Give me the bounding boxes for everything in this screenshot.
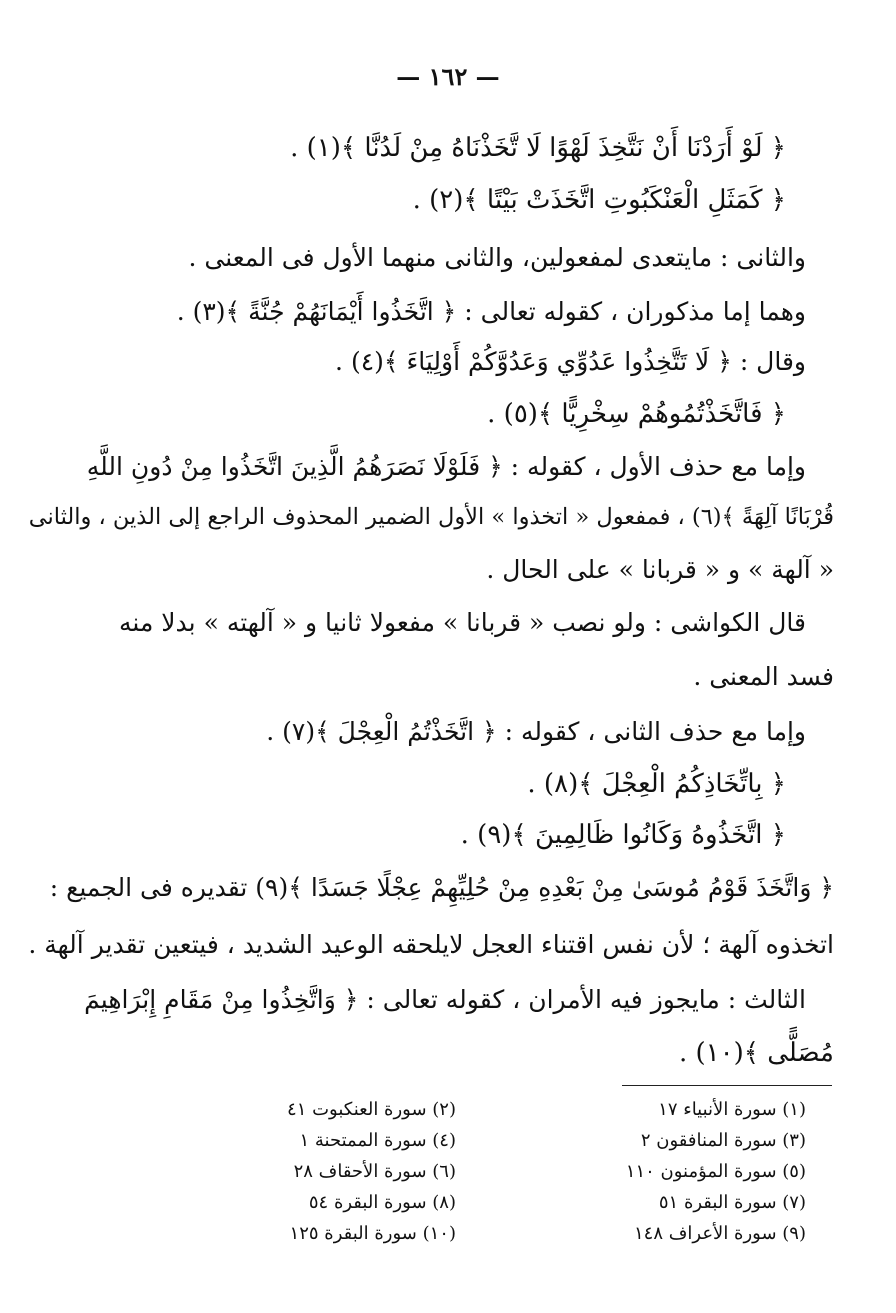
- page-number: — ١٦٢ —: [396, 62, 500, 91]
- footnote-divider: [622, 1085, 832, 1086]
- text-line: وإما مع حذف الأول ، كقوله : ﴿ فَلَوْلَا نَصَرَهُمُ الَّذِينَ اتَّخَذُوا مِنْ دُونِ اللَّهِ: [86, 452, 806, 481]
- verse-line: ﴿ اتَّخَذُوهُ وَكَانُوا ظَالِمِينَ ﴾(٩) .: [460, 820, 786, 850]
- footnote: (٤) سورة الممتحنة ١: [299, 1130, 456, 1151]
- footnote: (٥) سورة المؤمنون ١١٠: [625, 1161, 806, 1182]
- text-line: « آلهة » و « قربانا » على الحال .: [486, 555, 834, 584]
- text-line: والثانى : مايتعدى لمفعولين، والثانى منهما الأول فى المعنى .: [188, 243, 806, 272]
- text-line: وهما إما مذكوران ، كقوله تعالى : ﴿ اتَّخَذُوا أَيْمَانَهُمْ جُنَّةً ﴾(٣) .: [176, 297, 806, 326]
- footnote: (٢) سورة العنكبوت ٤١: [287, 1099, 456, 1120]
- text-line: ﴿ وَاتَّخَذَ قَوْمُ مُوسَىٰ مِنْ بَعْدِهِ مِنْ حُلِيِّهِمْ عِجْلًا جَسَدًا ﴾(٩) تقديره فى الجميع :: [49, 873, 834, 902]
- text-line: الثالث : مايجوز فيه الأمران ، كقوله تعالى : ﴿ وَاتَّخِذُوا مِنْ مَقَامِ إِبْرَاهِيمَ: [84, 985, 806, 1014]
- verse-line: ﴿ كَمَثَلِ الْعَنْكَبُوتِ اتَّخَذَتْ بَيْتًا ﴾(٢) .: [412, 185, 786, 215]
- verse-line: ﴿ لَوْ أَرَدْنَا أَنْ نَتَّخِذَ لَهْوًا لَا تَّخَذْنَاهُ مِنْ لَدُنَّا ﴾(١) .: [290, 133, 786, 163]
- verse-line: ﴿ فَاتَّخَذْتُمُوهُمْ سِخْرِيًّا ﴾(٥) .: [487, 399, 786, 429]
- text-line: وقال : ﴿ لَا تَتَّخِذُوا عَدُوِّي وَعَدُوَّكُمْ أَوْلِيَاءَ ﴾(٤) .: [335, 347, 806, 376]
- text-line: وإما مع حذف الثانى ، كقوله : ﴿ اتَّخَذْتُمُ الْعِجْلَ ﴾(٧) .: [266, 717, 806, 746]
- footnote: (٨) سورة البقرة ٥٤: [308, 1192, 456, 1213]
- text-line: قال الكواشى : ولو نصب « قربانا » مفعولا ثانيا و « آلهته » بدلا منه: [119, 608, 806, 637]
- footnote: (٣) سورة المنافقون ٢: [640, 1130, 806, 1151]
- footnote: (٦) سورة الأحقاف ٢٨: [293, 1161, 456, 1182]
- verse-line: ﴿ بِاتِّخَاذِكُمُ الْعِجْلَ ﴾(٨) .: [527, 769, 786, 799]
- footnote: (٩) سورة الأعراف ١٤٨: [633, 1223, 806, 1244]
- text-line: قُرْبَانًا آلِهَةً ﴾(٦) ، فمفعول « اتخذوا » الأول الضمير المحذوف الراجع إلى الذين ، والثانى: [28, 504, 834, 530]
- footnote: (١٠) سورة البقرة ١٢٥: [289, 1223, 456, 1244]
- verse-line: مُصَلًّى ﴾(١٠) .: [678, 1038, 834, 1068]
- text-line: فسد المعنى .: [693, 662, 834, 691]
- footnote: (١) سورة الأنبياء ١٧: [658, 1099, 806, 1120]
- footnote: (٧) سورة البقرة ٥١: [658, 1192, 806, 1213]
- text-line: اتخذوه آلهة ؛ لأن نفس اقتناء العجل لايلحقه الوعيد الشديد ، فيتعين تقدير آلهة .: [28, 930, 834, 959]
